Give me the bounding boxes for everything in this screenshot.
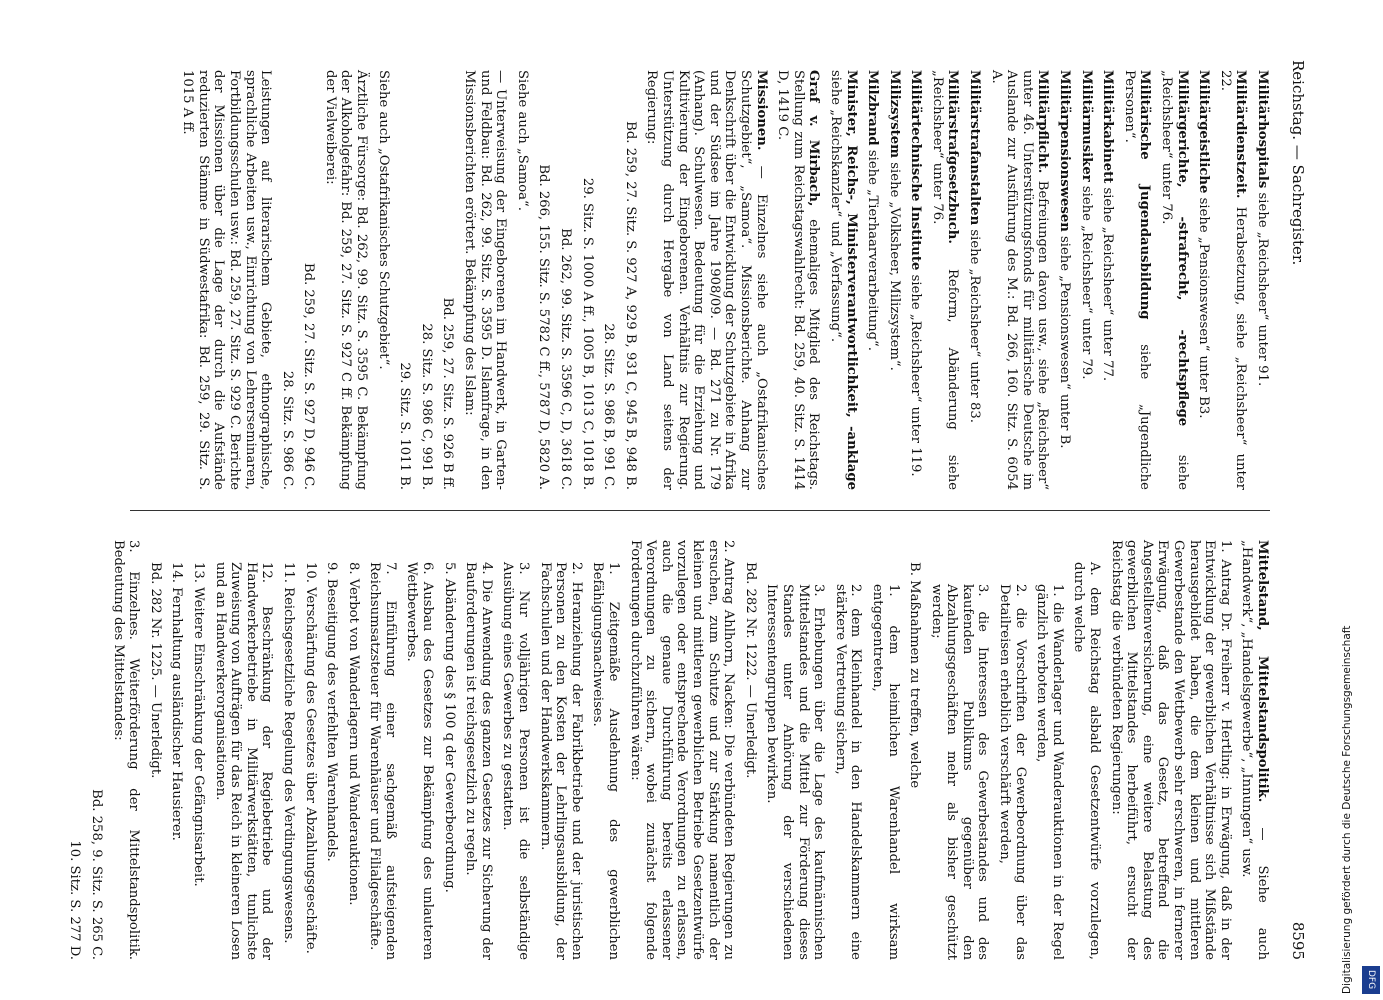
index-entry [301, 70, 317, 490]
index-entry [67, 540, 83, 960]
index-entry [764, 540, 826, 960]
entry-text: 13. Weitere Einschränkung der Gefängnisarbeit. [190, 562, 206, 887]
entry-heading: Militärtechnische Institute [908, 70, 924, 271]
right-column [61, 540, 1270, 960]
column-divider [130, 510, 1270, 511]
index-entry [1196, 70, 1212, 490]
entry-text: 4. Die Anwendung des ganzen Gesetzes zur Sicherung der Bauforderungen ist reichsgesetzlich zu regeln. [463, 562, 494, 960]
entry-text: 12. Beschränkung der Regiebetriebe und der Handwerkerbetriebe in Militärwerkstätten, tunlichste Zuweisung von Aufträgen für das Reich in kleineren Losen und an Handwerkerorganisationen. [212, 562, 275, 960]
index-entry [907, 540, 923, 960]
entry-heading: Militärstrafanstalten [967, 70, 983, 226]
entry-text: — Unterweisung der Eingeborenen im Handwerk, in Garten- und Feldbau: Bd. 262, 99. Sitz. S. 3595 D. Islamfrage, in den Missionsberichten erörtert. Bekämpfung des Islam: [462, 70, 509, 490]
entry-text: siehe „Reichsheer“ unter 119. [908, 274, 924, 477]
entry-text: siehe „Reichsheer“ unter 91. [1255, 192, 1270, 387]
index-entry [579, 70, 595, 490]
index-entry [441, 540, 457, 960]
entry-text: Reform, Abänderung siehe „Reichsheer“ unter 76. [929, 70, 961, 490]
entry-text: 8. Verbot von Wanderlagern und Wanderauktionen. [345, 562, 361, 906]
entry-text: B. Maßnahmen zu treffen, welche [907, 562, 923, 789]
entry-heading: Militärgerichte, -strafrecht, -rechtspflege [1174, 70, 1190, 427]
entry-text: 3. Erhebungen über die Lage des kaufmännischen Mittelstandes und die Mittel zur Förderung dieses Standes unter Anhörung der verschiedenen Interessentengruppen bewirken. [764, 584, 827, 960]
entry-text: Siehe auch „Samoa“. [514, 70, 530, 211]
entry-heading: Militärhospitals [1255, 70, 1270, 189]
entry-heading: Militärmusiker [1078, 70, 1094, 182]
index-entry [397, 70, 413, 490]
entry-text: Befreiungen davon usw., siehe „Reichsheer“ unter 46. Unterstützungsfonds für militärische Deutsche im Auslande zur Ausführung des M.: Bd. 266, 160. Sitz. S. 6054 A. [988, 70, 1051, 490]
entry-text: Bd. 282 Nr. 1225. — Unerledigt. [147, 562, 163, 779]
index-entry [110, 540, 141, 960]
index-entry [404, 540, 435, 960]
entry-heading: Graf v. Mirbach, [806, 70, 822, 207]
index-entry [280, 540, 296, 960]
entry-text: 3. Einzelnes. Weiterförderung der Mittelstandspolitik. Bedeutung des Mittelstandes: [110, 540, 142, 960]
entry-reference: Bd. 259, 27. Sitz. S. 927 A, 929 B, 931 C, 945 B, 948 B. [622, 121, 638, 490]
dfg-logo: DFG [1362, 966, 1380, 994]
entry-heading: Militärpflicht. [1035, 70, 1051, 174]
entry-heading: Militärkabinett [1100, 70, 1116, 184]
left-column [174, 70, 1270, 490]
page-number: 8595 [1289, 921, 1307, 960]
entry-reference: 10. Sitz. S. 277 D. [67, 840, 83, 960]
index-entry [775, 70, 822, 490]
index-entry [908, 70, 924, 490]
entry-text: 6. Ausbau des Gesetzes zur Bekämpfung des unlauteren Wettbewerbes. [404, 562, 436, 960]
index-entry [375, 70, 391, 490]
entry-heading: Militärstrafgesetzbuch. [945, 70, 961, 244]
index-entry [886, 70, 902, 490]
entry-reference: 28. Sitz. S. 986 C, 991 B. [418, 323, 434, 490]
entry-text: Ärztliche Fürsorge: Bd. 262, 99. Sitz. S. 3595 C. Bekämpfung der Alkoholgefahr: Bd. 259, 27. Sitz. S. 927 C ff. Bekämpfung der Vielweiberei: [322, 70, 370, 490]
entry-text: 1. die Wanderlager und Wanderauktionen in der Regel gänzlich verboten werden, [1034, 584, 1065, 960]
index-entry [557, 70, 573, 490]
digitization-credit [1337, 4, 1357, 994]
entry-reference: 28. Sitz. S. 986 B, 991 C. [601, 323, 617, 490]
index-entry [928, 540, 990, 960]
index-entry [644, 70, 769, 490]
index-entry [367, 540, 398, 960]
entry-heading: Minister, Reichs-, Ministerverantwortlichkeit, -anklage [843, 70, 859, 490]
entry-heading: Milzbrand [865, 70, 881, 146]
entry-text: siehe „Reichsheer“ unter 76. [1159, 70, 1190, 490]
entry-text: — Einzelnes siehe auch „Ostafrikanisches Schutzgebiet“, „Samoa“. Missionsberichte. Anhang zur Denkschrift über die Entwicklung der Schutzgebiete in Afrika und der Südsee im Jahre 1908/09. — Bd. 271 zu Nr. 179 (Anhang). Schulwesen. Bedeutung für die Erziehung und Kultivierung der Eingeborenen. Verhältnis zur Regierung. Unterstützung durch Hergabe von Land seitens der Regierung: [644, 70, 769, 490]
entry-text: siehe „Reichsheer“ unter 77. [1100, 187, 1116, 382]
entry-text: siehe „Reichsheer“ unter 83. [967, 229, 983, 423]
entry-text: siehe „Jugendliche Personen“. [1121, 70, 1153, 490]
index-entry [1108, 540, 1233, 960]
entry-text: siehe „Reichsheer“ unter 79. [1078, 185, 1094, 380]
index-entry [1078, 70, 1094, 490]
index-entry [622, 70, 638, 490]
index-entry [827, 70, 858, 490]
index-entry [1056, 70, 1072, 490]
entry-text: 3. Nur volljährigen Personen ist die selbständige Ausübung eines Gewerbes zu gestatten. [500, 562, 532, 960]
index-entry [1034, 540, 1065, 960]
index-entry [832, 540, 863, 960]
index-entry [169, 540, 185, 960]
entry-reference: 29. Sitz. S. 1000 A ff., 1005 B, 1013 C, 1018 B. [579, 177, 595, 490]
entry-text: siehe „Tierhaarverarbeitung“. [865, 149, 881, 351]
entry-text: 1. dem heimlichen Warenhandel wirksam entgegentreten, [869, 584, 901, 960]
entry-text: 10. Verschärfung des Gesetzes über Abzahlungsgeschäfte. [302, 562, 318, 954]
index-entry [997, 540, 1028, 960]
entry-reference: 28. Sitz. S. 986 C. [279, 370, 295, 490]
index-entry [440, 70, 456, 490]
entry-reference: Bd. 266, 155. Sitz. S. 5782 C ff., 5787 D, 5820 A. [536, 164, 552, 490]
index-entry [88, 540, 104, 960]
entry-text: A. dem Reichstag alsbald Gesetzentwürfe vorzulegen, durch welche [1071, 562, 1103, 960]
page-header [1284, 60, 1312, 960]
entry-text: 2. die Vorschriften der Gewerbeordnung über das Detailreisen erheblich verschärft werden, [997, 584, 1028, 960]
entry-heading: Militärpensionswesen [1057, 70, 1073, 232]
index-entry [212, 540, 274, 960]
entry-text: siehe „Pensionswesen“ unter B. [1057, 236, 1073, 449]
index-entry [1071, 540, 1102, 960]
entry-text: 5. Abänderung des § 100 q der Gewerbeordnung. [441, 562, 457, 893]
index-entry [514, 70, 530, 490]
index-entry [1217, 70, 1248, 490]
index-entry [324, 540, 340, 960]
index-entry [190, 540, 206, 960]
entry-text: Leistungen auf literarischem Gebiete, ethnographische, sprachliche Arbeiten usw., Einrichtung von Lehrerseminaren, Fortbildungsschulen usw.: Bd. 259, 27. Sitz. S. 929 C. Berichte der Missionen über die Lage der durch die Aufstände reduzierten Stämme in Südwestafrika: Bd. 259, 29. Sitz. S. 1015 A ff. [180, 70, 274, 490]
entry-heading: Militärische Jugendausbildung [1137, 70, 1153, 320]
index-entry [147, 540, 163, 960]
entry-heading: Militärdienstzeit. [1233, 70, 1249, 199]
index-entry [418, 70, 434, 490]
index-entry [536, 70, 552, 490]
entry-text: — Siehe auch „Handwerk“, „Handelsgewerbe“, „Innungen“ usw. [1239, 540, 1270, 960]
index-entry [279, 70, 295, 490]
index-entry [869, 540, 900, 960]
index-entry [988, 70, 1050, 490]
entry-text: Bd. 282 Nr. 1222. — Unerledigt. [742, 562, 758, 779]
index-entry [500, 540, 531, 960]
entry-text: 14. Fernhaltung ausländischer Hausierer. [169, 562, 185, 841]
index-entry [1239, 540, 1270, 960]
entry-text: siehe „Volksheer, Milizsystem“. [886, 162, 902, 371]
entry-text: 2. Antrag Ahlhorn, Nacken: Die verbündeten Regierungen zu ersuchen, zum Schutze und zur Stärkung namentlich der kleinen und mittleren gewerblichen Betriebe Gesetzentwürfe vorzulegen oder entsprechende Verordnungen zu erlassen, auch die genaue Durchführung bereits erlassener Verordnungen zu sichern, wobei zunächst folgende Forderungen durchzuführen wären: [627, 540, 737, 960]
index-entry [345, 540, 361, 960]
entry-reference: 29. Sitz. S. 1011 B. [397, 362, 413, 490]
index-entry [461, 70, 508, 490]
entry-reference: Bd. 259, 27. Sitz. S. 927 D, 946 C. [301, 262, 317, 490]
index-entry [967, 70, 983, 490]
entry-text: ehemaliges Mitglied des Reichstags. Stellung zum Reichstagswahlrecht: Bd. 259, 40. Sitz. S. 1414 D, 1419 C. [775, 70, 822, 490]
index-entry [322, 70, 369, 490]
entry-text: 9. Beseitigung des verfehlten Warenhandels. [324, 562, 340, 862]
index-entry [865, 70, 881, 490]
index-entry [302, 540, 318, 960]
index-entry [627, 540, 736, 960]
index-entry [742, 540, 758, 960]
entry-text: 1. Zeitgemäße Ausdehnung des gewerblichen Befähigungsnachweises. [590, 562, 622, 960]
entry-heading: Militärgeistliche [1196, 70, 1212, 194]
entry-text: 7. Einführung einer sachgemäß aufsteigenden Reichsumsatzsteuer für Warenhäuser und Filialgeschäfte. [367, 562, 398, 960]
index-entry [1254, 70, 1270, 490]
index-entry [180, 70, 274, 490]
index-entry [590, 540, 621, 960]
index-entry [463, 540, 494, 960]
index-entry [1100, 70, 1116, 490]
entry-heading: Milizsystem [886, 70, 902, 159]
entry-text: 2. dem Kleinhandel in den Handelskammern eine stärkere Vertretung sichern, [832, 584, 864, 960]
entry-text: Siehe auch „Ostafrikanisches Schutzgebiet“. [375, 70, 391, 370]
entry-text: siehe „Pensionswesen“ unter B3. [1196, 197, 1212, 419]
entry-reference: Bd. 259, 27. Sitz. S. 926 B ff. [440, 297, 456, 490]
index-entry [1158, 70, 1189, 490]
credit-text: Digitalisierung gefördert durch die Deutsche Forschungsgemeinschaft [1341, 625, 1353, 994]
entry-text: 2. Heranziehung der Fabrikbetriebe und der juristischen Personen zu den Kosten der Lehrlingsausbildung, der Fachschulen und der Handwerkskammern. [537, 562, 584, 960]
entry-text: 1. Antrag Dr. Freiherr v. Hertling: in Erwägung, daß in der Entwicklung der gewerblichen Verhältnisse sich Mißstände herausgebildet haben, die dem kleinen und mittleren Gewerbestande den Wettbewerb sehr erschweren, in fernerer Erwägung, daß das Gesetz, betreffend die Angestelltenversicherung, eine weitere Belastung des gewerblichen Mittelstandes herbeiführt, ersucht der Reichstag die verbündeten Regierungen: [1108, 540, 1233, 960]
entry-text: Herabsetzung, siehe „Reichsheer“ unter 22. [1217, 70, 1249, 490]
running-head: Reichstag. — Sachregister. [1289, 60, 1307, 266]
entry-text: 3. die Interessen des Gewerbestandes und des kaufenden Publikums gegenüber den Abzahlungsgeschäften mehr als bisher geschützt werden; [928, 584, 991, 960]
entry-text: 11. Reichsgesetzliche Regelung des Verdingungswesens. [280, 562, 296, 944]
entry-reference: Bd. 262, 99. Sitz. S. 3596 C, D, 3618 C. [558, 228, 574, 490]
entry-text: siehe „Reichskanzler“ und „Verfassung“. [827, 70, 843, 343]
entry-reference: Bd. 258, 9. Sitz. S. 265 C. [89, 789, 104, 960]
entry-heading: Missionen. [753, 70, 769, 151]
index-entry [929, 70, 960, 490]
index-entry [601, 70, 617, 490]
index-entry [1121, 70, 1152, 490]
entry-heading: Mittelstand, Mittelstandspolitik. [1255, 540, 1270, 803]
index-entry [537, 540, 584, 960]
